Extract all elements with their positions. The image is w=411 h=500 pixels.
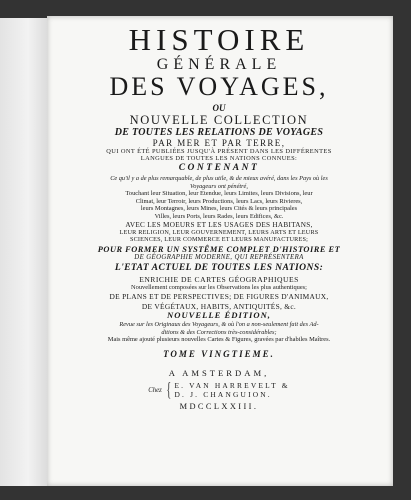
text-vegetaux: DE VÉGÉTAUX, HABITS, ANTIQUITÉS, &c. <box>141 301 297 311</box>
brace-ornament: { <box>166 379 172 402</box>
text-ditions: ditions & des Corrections très-considérables; <box>161 329 277 337</box>
left-page-edge <box>0 18 48 486</box>
text-cartes-figures: Mais même ajouté plusieurs nouvelles Cartes & Figures, gravées par d'habiles Maîtres. <box>107 336 331 344</box>
subtitle-publiees: QUI ONT ÉTÉ PUBLIÉES JUSQU'À PRÉSENT DANS LES DIFFÉRENTES <box>106 147 332 155</box>
printer-changuion: D. J. CHANGUION. <box>174 390 272 400</box>
text-plans: DE PLANS ET DE PERSPECTIVES; DE FIGURES D'ANIMAUX, <box>109 292 329 302</box>
title-des-voyages: DES VOYAGES, <box>109 72 329 101</box>
text-villes: Villes, leurs Ports, leurs Rades, leurs Edifices, &c. <box>154 212 284 220</box>
text-pour-former: POUR FORMER UN SYSTÊME COMPLET D'HISTOIRE ET <box>97 244 341 254</box>
printer-harrevelt: E. VAN HARREVELT & <box>174 381 290 391</box>
title-generale: GÉNÉRALE <box>156 56 282 73</box>
text-situation: Touchant leur Situation, leur Etendue, leurs Limites, leurs Divisions, leur <box>125 190 313 198</box>
subtitle-nouvelle-collection: NOUVELLE COLLECTION <box>129 113 309 127</box>
subtitle-par-mer: PAR MER ET PAR TERRE, <box>152 137 286 148</box>
title-ou: OU <box>212 103 226 113</box>
text-moeurs: AVEC LES MOEURS ET LES USAGES DES HABITANS, <box>125 221 313 230</box>
text-climat: Climat, leur Terroir, leurs Productions, leurs Lacs, leurs Rivieres, <box>135 197 303 205</box>
heading-contenant: CONTENANT <box>178 163 260 174</box>
text-montagnes: leurs Montagnes, leurs Mines, leurs Cités & leurs principales <box>140 205 298 213</box>
imprint-chez: Chez <box>148 386 162 394</box>
imprint-year: MDCCLXXIII. <box>179 402 259 412</box>
text-voyageurs: Voyageurs ont pénétré, <box>190 183 248 191</box>
text-nouvelle-edition: NOUVELLE ÉDITION, <box>167 310 271 321</box>
text-religion: LEUR RELIGION, LEUR GOUVERNEMENT, LEURS ARTS ET LEURS <box>119 229 319 237</box>
text-enrichie: ENRICHIE DE CARTES GÉOGRAPHIQUES <box>139 275 299 285</box>
volume-number: TOME VINGTIEME. <box>163 348 275 359</box>
text-geographie: DE GÉOGRAPHIE MODERNE, QUI REPRÉSENTERA <box>134 254 304 262</box>
subtitle-relations: DE TOUTES LES RELATIONS DE VOYAGES <box>114 126 324 138</box>
main-title: HISTOIRE <box>128 22 310 57</box>
printers-list <box>174 381 289 400</box>
subtitle-langues: LANGUES DE TOUTES LES NATIONS CONNUES: <box>140 154 298 162</box>
text-etat-actuel: L'ETAT ACTUEL DE TOUTES LES NATIONS: <box>114 261 324 273</box>
title-page-text <box>69 22 369 412</box>
title-page <box>47 16 393 486</box>
imprint-place: A AMSTERDAM, <box>168 367 270 378</box>
imprint-printers <box>69 380 369 400</box>
text-sciences: SCIENCES, LEUR COMMERCE ET LEURS MANUFACTURES; <box>129 236 309 244</box>
text-observations: Nouvellement composées sur les Observations les plus authentiques; <box>131 284 307 292</box>
text-remarquable: Ce qu'il y a de plus remarquable, de plus utile, & de mieux avéré, dans les Pays où les <box>110 174 328 182</box>
text-revue: Revue sur les Originaux des Voyageurs, & où l'on a non-seulement fait des Ad- <box>119 320 319 328</box>
